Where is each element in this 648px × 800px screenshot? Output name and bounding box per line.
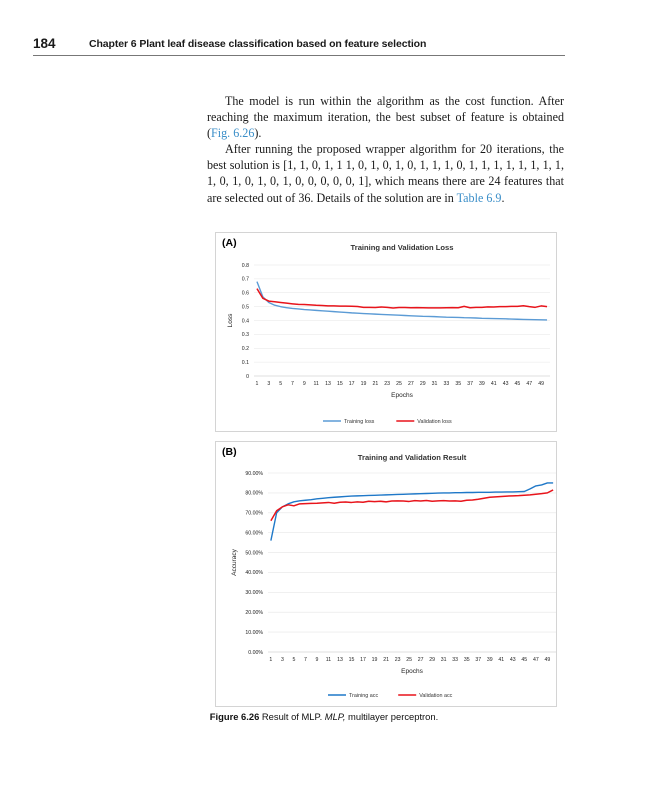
accuracy-x-tick-label: 31 — [440, 657, 447, 663]
accuracy-x-tick-label: 21 — [383, 657, 389, 663]
accuracy-chart — [215, 441, 557, 707]
accuracy-y-tick-label: 60.00% — [245, 530, 263, 537]
loss-y-axis-label: Loss — [227, 313, 234, 328]
caption-italic: MLP, — [324, 711, 346, 722]
loss-x-tick-label: 11 — [313, 381, 319, 387]
caption-text-end: multilayer perceptron. — [345, 711, 439, 722]
loss-y-tick-label: 0.8 — [241, 262, 249, 269]
accuracy-y-tick-label: 70.00% — [245, 510, 263, 517]
accuracy-y-tick-label: 10.00% — [245, 629, 263, 636]
paragraph-1-end: ). — [254, 126, 262, 141]
loss-chart — [215, 232, 557, 432]
loss-y-tick-label: 0.3 — [241, 332, 249, 339]
loss-x-tick-label: 19 — [360, 381, 367, 387]
caption-label: Figure 6.26 — [209, 711, 260, 722]
page-number: 184 — [33, 36, 56, 51]
accuracy-x-tick-label: 13 — [337, 657, 343, 663]
paragraph-1 — [207, 93, 564, 141]
loss-x-tick-label: 29 — [419, 381, 426, 387]
body-text — [207, 93, 564, 206]
paragraph-2-end: . — [501, 190, 505, 205]
paragraph-2-text: After running the proposed wrapper algorithm for 20 iterations, the best solution is [1, 1, 0, 1, 1 1, 0, 1, 0, 1, 0, 1, 1, 1, 0, 1, 1, 1, 1, 1, 1, 1, 1, 1, 0, 1, 0, 1, 0, 1, 0, 0, 0, 0, 0, 1], which means there are 24 features that are selected out of 36. Details of the solution are in — [207, 142, 564, 205]
figure-link[interactable]: Fig. 6.26 — [211, 126, 255, 141]
loss-x-tick-label: 43 — [502, 381, 509, 387]
accuracy-legend-label: Training acc — [349, 693, 379, 699]
accuracy-x-tick-label: 33 — [452, 657, 459, 663]
accuracy-chart-svg — [216, 442, 558, 708]
loss-chart-title: Training and Validation Loss — [350, 243, 454, 252]
accuracy-x-tick-label: 1 — [269, 657, 273, 663]
loss-x-tick-label: 1 — [255, 381, 259, 387]
accuracy-x-tick-label: 43 — [509, 657, 516, 663]
loss-y-tick-label: 0.5 — [241, 304, 249, 311]
loss-x-tick-label: 47 — [526, 381, 533, 387]
loss-series-validation-line — [257, 289, 547, 308]
loss-x-tick-label: 25 — [396, 381, 402, 387]
accuracy-x-tick-label: 39 — [486, 657, 493, 663]
loss-legend-label: Training loss — [344, 419, 375, 425]
table-link[interactable]: Table 6.9 — [456, 190, 502, 205]
loss-x-tick-label: 9 — [302, 381, 306, 387]
loss-x-tick-label: 15 — [336, 381, 343, 387]
loss-panel-label: (A) — [222, 237, 237, 249]
loss-x-tick-label: 35 — [455, 381, 462, 387]
loss-x-tick-label: 3 — [267, 381, 271, 387]
loss-x-tick-label: 49 — [538, 381, 545, 387]
loss-x-tick-label: 13 — [325, 381, 331, 387]
loss-x-tick-label: 37 — [467, 381, 473, 387]
accuracy-x-tick-label: 11 — [325, 657, 332, 663]
running-header — [33, 36, 565, 56]
loss-y-tick-label: 0.1 — [241, 359, 249, 366]
loss-x-tick-label: 23 — [384, 381, 391, 387]
accuracy-x-tick-label: 27 — [417, 657, 424, 663]
accuracy-x-tick-label: 5 — [292, 657, 296, 663]
accuracy-series-training-line — [271, 483, 553, 541]
loss-y-tick-label: 0.7 — [241, 276, 249, 283]
loss-y-tick-label: 0.4 — [241, 318, 249, 325]
loss-x-axis-label: Epochs — [391, 392, 413, 399]
loss-series-training-line — [257, 282, 547, 320]
accuracy-y-tick-label: 30.00% — [245, 590, 263, 597]
loss-y-tick-label: 0 — [246, 373, 249, 380]
accuracy-y-tick-label: 90.00% — [245, 470, 263, 477]
loss-x-tick-label: 21 — [372, 381, 379, 387]
loss-x-tick-label: 5 — [279, 381, 283, 387]
accuracy-x-tick-label: 47 — [532, 657, 539, 663]
accuracy-x-tick-label: 35 — [463, 657, 470, 663]
accuracy-x-tick-label: 7 — [303, 657, 307, 663]
loss-x-tick-label: 17 — [348, 381, 355, 387]
paragraph-2 — [207, 141, 564, 205]
loss-x-tick-label: 33 — [443, 381, 450, 387]
figure-caption — [0, 711, 648, 722]
accuracy-x-tick-label: 9 — [315, 657, 319, 663]
accuracy-x-tick-label: 41 — [498, 657, 505, 663]
accuracy-x-tick-label: 37 — [475, 657, 482, 663]
accuracy-x-axis-label: Epochs — [401, 668, 423, 675]
accuracy-legend-label: Validation acc — [419, 693, 453, 699]
accuracy-y-tick-label: 20.00% — [245, 610, 263, 617]
loss-x-tick-label: 39 — [479, 381, 485, 387]
accuracy-y-tick-label: 50.00% — [245, 550, 263, 557]
accuracy-x-tick-label: 45 — [521, 657, 528, 663]
loss-y-tick-label: 0.2 — [241, 346, 249, 353]
accuracy-y-tick-label: 40.00% — [245, 570, 263, 577]
loss-x-tick-label: 7 — [291, 381, 294, 387]
accuracy-x-tick-label: 3 — [280, 657, 284, 663]
loss-legend-label: Validation loss — [417, 419, 452, 425]
caption-text: Result of MLP. — [259, 711, 325, 722]
accuracy-chart-title: Training and Validation Result — [357, 453, 467, 462]
loss-y-tick-label: 0.6 — [241, 290, 249, 297]
accuracy-x-tick-label: 23 — [394, 657, 401, 663]
loss-x-tick-label: 45 — [514, 381, 521, 387]
accuracy-y-tick-label: 80.00% — [245, 490, 263, 497]
accuracy-x-tick-label: 25 — [406, 657, 413, 663]
loss-chart-svg — [216, 233, 558, 433]
loss-x-tick-label: 27 — [407, 381, 414, 387]
accuracy-x-tick-label: 29 — [429, 657, 436, 663]
accuracy-x-tick-label: 19 — [371, 657, 378, 663]
accuracy-y-axis-label: Accuracy — [231, 549, 238, 576]
loss-x-tick-label: 31 — [431, 381, 438, 387]
accuracy-y-tick-label: 0.00% — [248, 649, 263, 656]
accuracy-x-tick-label: 15 — [348, 657, 355, 663]
accuracy-x-tick-label: 49 — [544, 657, 551, 663]
chapter-title: Chapter 6 Plant leaf disease classification based on feature selection — [89, 38, 427, 50]
loss-x-tick-label: 41 — [490, 381, 497, 387]
paragraph-1-text: The model is run within the algorithm as the cost function. After reaching the maximum iteration, the best subset of feature is obtained ( — [207, 94, 564, 141]
accuracy-panel-label: (B) — [222, 446, 237, 458]
accuracy-x-tick-label: 17 — [360, 657, 366, 663]
